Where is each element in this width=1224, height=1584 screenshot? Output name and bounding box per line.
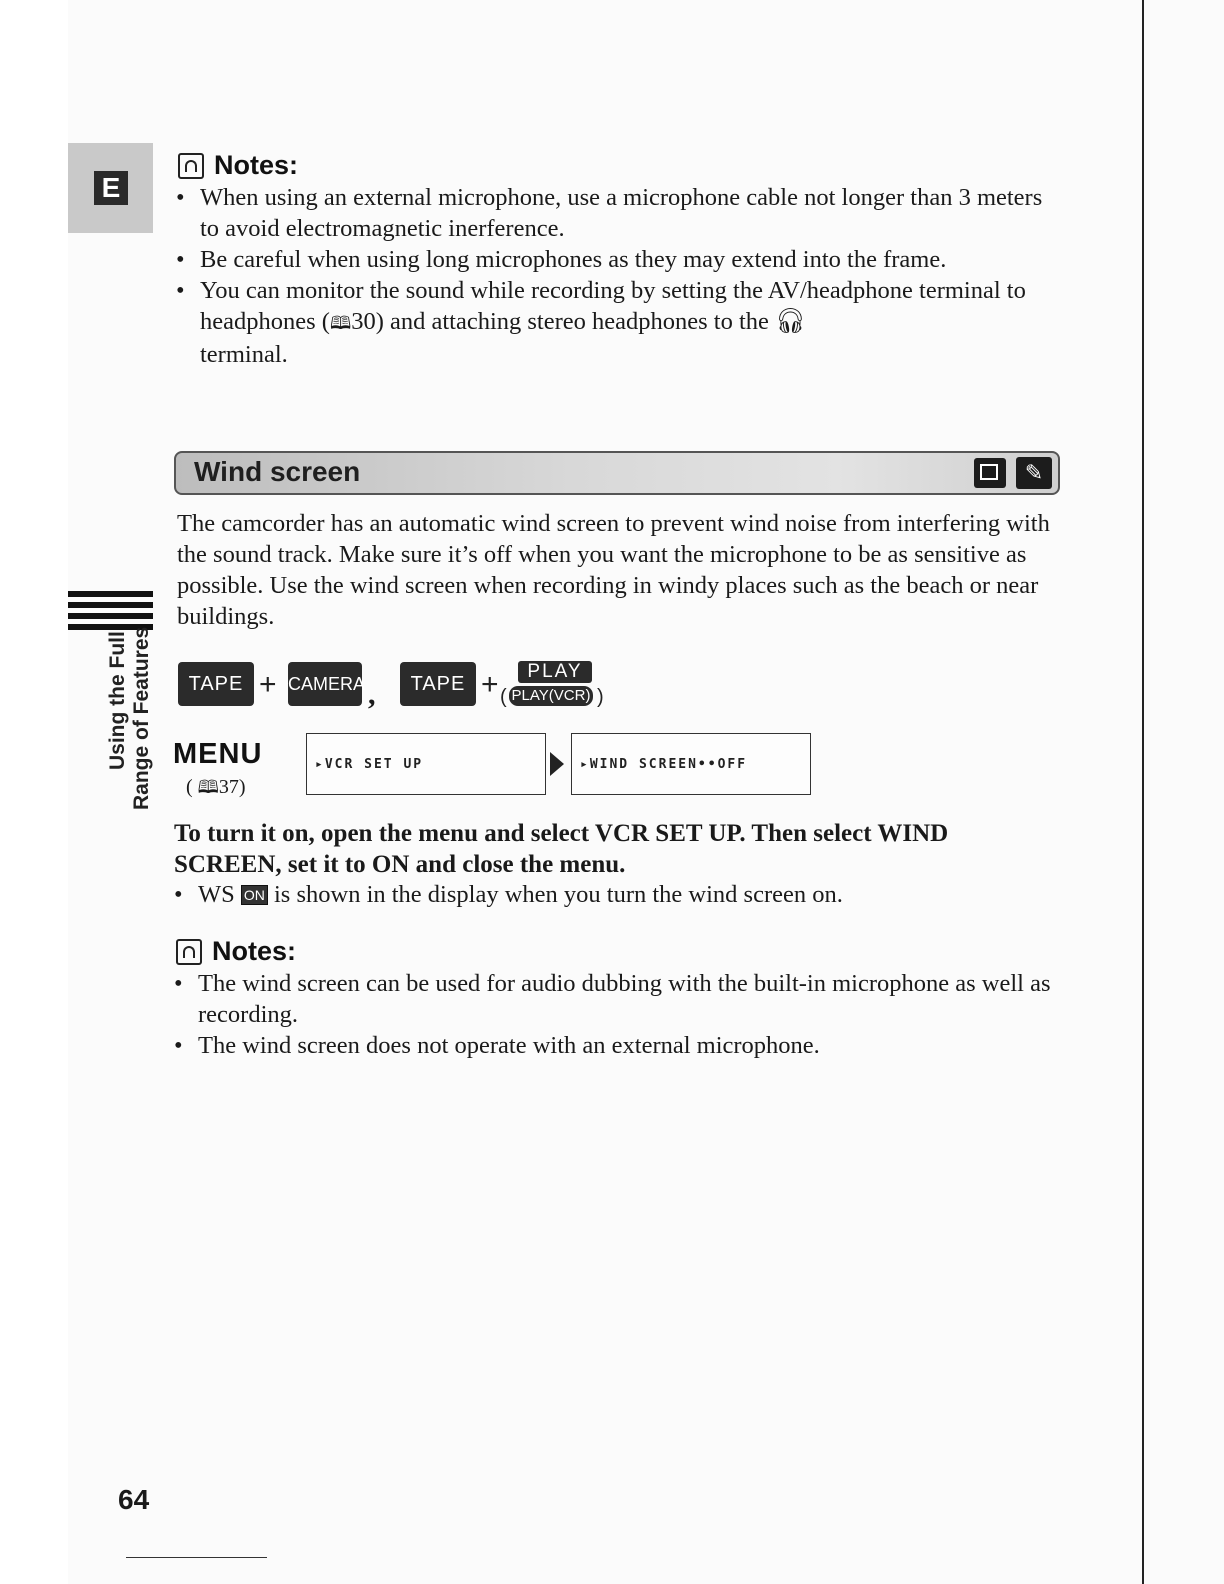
- ws-note: [174, 879, 843, 910]
- notes-list-1: [176, 182, 1056, 370]
- list-item: [176, 275, 1056, 370]
- language-tab-label: E: [94, 171, 128, 205]
- section-side-label: [106, 626, 154, 810]
- section-body: The camcorder has an automatic wind screen to prevent wind noise from interfering with the sound track. Make sure it’s off when you want the microphone to be as sensitive as possible. Use the wind screen when recording in windy places such as the beach or near buildings.: [177, 510, 1050, 630]
- page-ref: 30: [351, 308, 376, 335]
- ws-rest: is shown in the display when you turn the wind screen on.: [274, 881, 843, 908]
- play-vcr-label: PLAY(VCR): [509, 686, 593, 706]
- notes-list-2: [174, 968, 1056, 1061]
- menu-box-wind-screen: ▸WIND SCREEN••OFF: [571, 733, 811, 795]
- book-icon: 🕮: [329, 313, 352, 334]
- tape-button: TAPE: [178, 662, 254, 706]
- instruction-text: To turn it on, open the menu and select VCR SET UP. Then select WIND SCREEN, set it to ON and close the menu.: [174, 820, 949, 878]
- ref-page: 37: [218, 776, 239, 798]
- menu-label: MENU: [173, 738, 263, 770]
- page-margin: [0, 0, 68, 1584]
- menu-box-vcr-setup: ▸VCR SET UP: [306, 733, 546, 795]
- footer-rule: [126, 1557, 267, 1558]
- arrow-right-icon: [550, 752, 564, 776]
- play-button: PLAY: [518, 661, 592, 683]
- ref-paren: ): [238, 776, 246, 798]
- note-text: terminal.: [200, 341, 288, 368]
- plus-sign: +: [481, 668, 499, 701]
- list-item: • When using an external microphone, use a microphone cable not longer than 3 meters to avoid electromagnetic inerference.: [176, 182, 1056, 244]
- headphones-icon: 🎧︎: [775, 308, 807, 335]
- list-item: • The wind screen can be used for audio dubbing with the built-in microphone as well as recording.: [174, 968, 1056, 1030]
- ws-prefix: WS: [198, 881, 235, 908]
- side-label-line1: Using the Full: [106, 631, 129, 770]
- note-text: ) and attaching stereo headphones to the: [375, 308, 769, 335]
- section-title-bar: [174, 451, 1060, 495]
- plus-sign: +: [259, 668, 277, 701]
- cassette-icon: [974, 458, 1006, 488]
- book-icon: 🕮: [197, 777, 219, 798]
- notes-heading-text: Notes:: [214, 150, 299, 180]
- remote-control-icon: ✎: [1016, 457, 1052, 489]
- note-text: You can monitor the sound while recording by setting the AV/headphone terminal to headphones (: [200, 277, 1026, 335]
- on-badge: ON: [241, 885, 268, 905]
- side-label-line2: Range of Features: [130, 626, 153, 810]
- notes-heading-2: [176, 936, 296, 967]
- page-number: 64: [118, 1484, 150, 1515]
- tape-button: TAPE: [400, 662, 476, 706]
- notes-heading-text: Notes:: [212, 936, 297, 966]
- right-edge-rule: [1142, 0, 1144, 1584]
- ref-paren: (: [186, 776, 193, 798]
- list-item: • The wind screen does not operate with an external microphone.: [174, 1030, 1056, 1061]
- open-paren: (: [500, 686, 507, 708]
- close-paren: ): [597, 686, 604, 708]
- section-title: Wind screen: [194, 456, 361, 487]
- note-icon: [178, 153, 204, 179]
- note-icon: [176, 939, 202, 965]
- menu-page-ref: [186, 775, 246, 805]
- comma: ,: [368, 678, 376, 711]
- notes-heading-1: [178, 150, 298, 181]
- list-item: • Be careful when using long microphones as they may extend into the frame.: [176, 244, 1056, 275]
- camera-button: CAMERA: [288, 662, 362, 706]
